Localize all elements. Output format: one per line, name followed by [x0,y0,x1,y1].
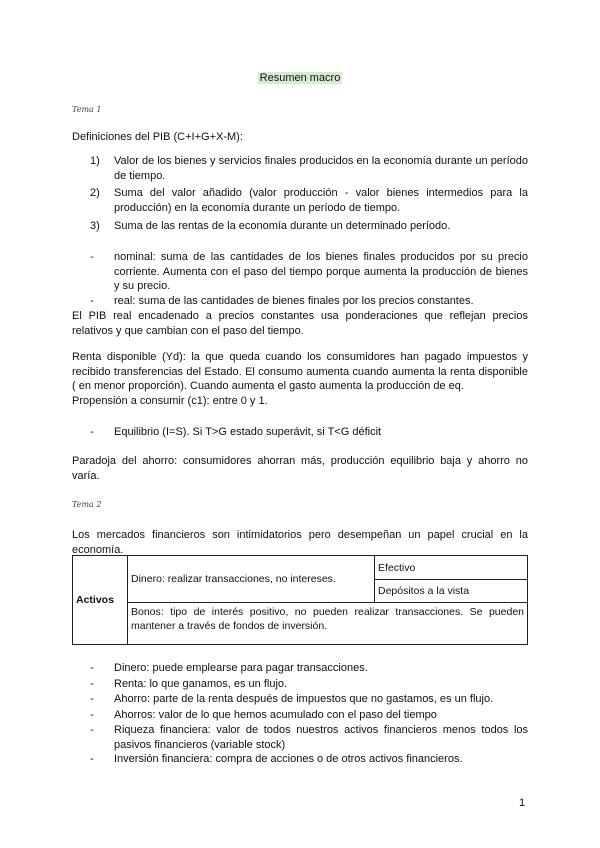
document-title: Resumen macro [259,72,341,84]
list-item: - Renta: lo que ganamos, es un flujo. [90,677,288,690]
list-item: - Dinero: puede emplearse para pagar transacciones. [90,662,368,674]
list-item: - real: suma de las cantidades de bienes finales por los precios constantes. [90,295,474,308]
list-item: 1) Valor de los bienes y servicios finales producidos en la economía durante un período de tiempo. [90,155,528,182]
propension-text: Propensión a consumir (c1): entre 0 y 1. [72,395,268,408]
list-item: - Riqueza financiera: valor de todos nuestros activos financieros menos todos los pasivos financieros (variable stock) [90,724,528,751]
activos-table [72,555,528,645]
list-item: - Ahorros: valor de lo que hemos acumulado con el paso del tiempo [90,708,437,721]
list-item: - Inversión financiera: compra de acciones o de otros activos financieros. [90,753,463,766]
page-number: 1 [519,797,526,809]
definitions-heading: Definiciones del PIB (C+I+G+X-M): [72,131,243,143]
pib-types-list [72,250,528,338]
efectivo-cell: Efectivo [375,556,528,580]
concepts-list [72,661,528,768]
activos-header-cell: Activos [73,556,128,645]
list-item: 2) Suma del valor añadido (valor producción - valor bienes intermedios para la producción) en la economía durante un período de tiempo. [90,187,528,215]
equilibrio-item: - Equilibrio (I=S). Si T>G estado superávit, si T<G déficit [90,426,382,438]
section-label-tema-2: Tema 2 [72,500,102,509]
paradoja-paragraph: Paradoja del ahorro: consumidores ahorran más, producción equilibrio baja y ahorro no varía. [72,455,528,482]
bonos-cell: Bonos: tipo de interés positivo, no pueden realizar transacciones. Se pueden mantener a través de fondos de inversión. [128,603,528,645]
depositos-cell: Depósitos a la vista [375,580,528,603]
list-item: 3) Suma de las rentas de la economía durante un determinado período. [90,219,451,232]
mercados-paragraph: Los mercados financieros son intimidatorios pero desempeñan un papel crucial en la economía. [72,529,528,556]
list-item: - Ahorro: parte de la renta después de impuestos que no gastamos, es un flujo. [90,693,494,706]
renta-paragraph: Renta disponible (Yd): la que queda cuando los consumidores han pagado impuestos y recibido transferencias del Estado. El consumo aumenta cuando aumenta la renta disponible ( en menor proporción). Cuando aumenta el gasto aumenta la producción de eq. Propensión a consumir (c1): entre 0 y 1. [72,351,528,408]
dinero-cell: Dinero: realizar transacciones, no intereses. [128,556,375,603]
definitions-list [72,154,528,234]
list-item: - nominal: suma de las cantidades de los bienes finales producidos por su precio corriente. Aumenta con el paso del tiempo porque aumenta la producción de bienes y su precio. [90,251,528,293]
section-label-tema-1: Tema 1 [72,105,102,114]
pib-encadenado-paragraph: El PIB real encadenado a precios constantes usa ponderaciones que reflejan precios relativos y que cambian con el paso del tiempo. [72,309,528,337]
